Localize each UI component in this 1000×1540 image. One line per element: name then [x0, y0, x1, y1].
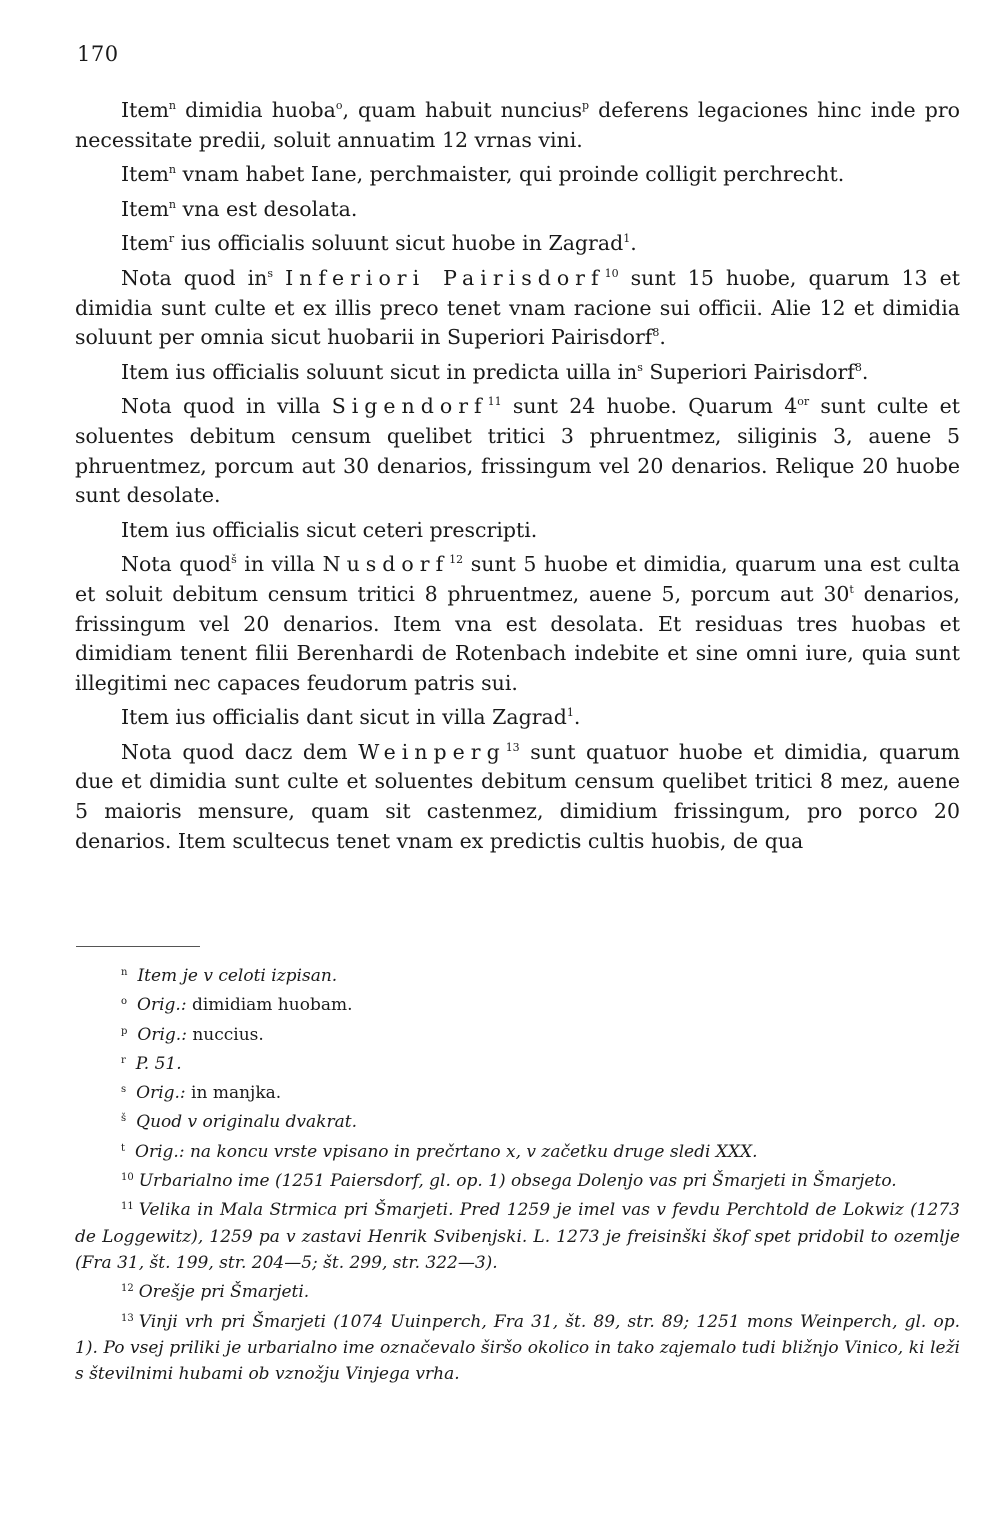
footnote: $^{10}$ Urbarialno ime (1251 Paiersdorf, gl. op. 1) obsega Dolenjo vas pri Šmarjeti in Šmarjeto. [121, 1171, 897, 1192]
paragraph: Item$^r$ ius officialis soluunt sicut huobe in Zagrad$^1$. [121, 231, 637, 256]
paragraph: Item$^n$ dimidia huoba$^o$, quam habuit nuncius$^p$ deferens legaciones hinc inde pro necessitate predii, soluit annuatim 12 vrnas vini. [75, 98, 961, 152]
place-name: Nusdorf [322, 552, 450, 577]
footnote: $^{13}$ Vinji vrh pri Šmarjeti (1074 Uuinperch, Fra 31, št. 89, str. 89; 1251 mons Weinperch, gl. op. 1). Po vsej priliki je urbarialno ime označevalo širšo okolico in tako zajemalo tudi bližnjo Vinico, ki leži s številnimi hubami ob vznožju Vinjega vrha. [75, 1311, 960, 1385]
footnote: $^n$ Item je v celoti izpisan. [121, 966, 338, 986]
footnote: $^t$ Orig.: na koncu vrste vpisano in prečrtano x, v začetku druge sledi XXX. [121, 1141, 758, 1162]
footnote: $^p$ Orig.: nuccius. [121, 1024, 264, 1045]
paragraph: Item ius officialis sicut ceteri prescripti. [121, 517, 538, 542]
footnote: $^o$ Orig.: dimidiam huobam. [121, 995, 353, 1016]
place-name: Weinperg [358, 739, 506, 764]
paragraph: Item$^n$ vnam habet Iane, perchmaister, qui proinde colligit perchrecht. [121, 162, 845, 187]
main-text [75, 96, 960, 861]
page-number: 170 [77, 42, 119, 66]
footnotes [75, 960, 960, 1387]
footnote: $^r$ P. 51. [121, 1053, 182, 1074]
place-name: Inferiori Pairisdorf [285, 265, 605, 290]
footnote: $^s$ Orig.: in manjka. [121, 1083, 282, 1104]
footnote: $^{12}$ Orešje pri Šmarjeti. [121, 1282, 310, 1303]
paragraph: Nota quod $in^s$ Inferiori Pairisdorf$^{10}$ sunt 15 huobe, quarum 13 et dimidia sunt culte et ex illis preco tenet vnam racione sui officii. Alie 12 et dimidia soluunt per omnia sicut huobarii in Superiori Pairisdorf$^8$. [75, 265, 961, 350]
paragraph: Item ius officialis dant sicut in villa Zagrad$^1$. [121, 705, 581, 730]
place-name: Sigendorf [331, 394, 488, 419]
paragraph: Nota quod in villa Sigendorf$^{11}$ sunt 24 huobe. Quarum $4^{or}$ sunt culte et soluentes debitum censum quelibet tritici 3 phruentmez, siliginis 3, auene 5 phruentmez, porcum aut 30 denarios, frissingum vel 20 denarios. Relique 20 huobe sunt desolate. [75, 394, 960, 508]
footnote: $^š$ Quod v originalu dvakrat. [121, 1112, 357, 1133]
paragraph: Item ius officialis soluunt sicut in predicta uilla $in^s$ Superiori Pairisdorf$^8$. [121, 359, 869, 384]
footnote-divider [76, 946, 200, 947]
footnote: $^{11}$ Velika in Mala Strmica pri Šmarjeti. Pred 1259 je imel vas v fevdu Perchtold de Lokwiz (1273 de Loggewitz), 1259 pa v zastavi Henrik Svibenjski. L. 1273 je freisinški škof spet pridobil to ozemlje (Fra 31, št. 199, str. 204—5; št. 299, str. 322—3). [75, 1200, 960, 1273]
paragraph: Nota quod dacz dem Weinperg$^{13}$ sunt quatuor huobe et dimidia, quarum due et dimidia sunt culte et soluentes debitum censum quelibet tritici 8 mez, auene 5 maioris mensure, quam sit castenmez, dimidium frissingum, pro porco 20 denarios. Item scultecus tenet vnam ex predictis cultis huobis, de qua [75, 739, 960, 853]
paragraph: Item$^n$ vna est desolata. [121, 196, 358, 221]
paragraph: Nota quod$^š$ in villa Nusdorf$^{12}$ sunt 5 huobe et dimidia, quarum una est culta et soluit debitum censum tritici 8 phruentmez, auene 5, porcum aut 30$^t$ denarios, frissingum vel 20 denarios. Item vna est desolata. Et residuas tres huobas et dimidiam tenent filii Berenhardi de Rotenbach indebite et sine omni iure, quia sunt illegitimi nec capaces feudorum patris sui. [75, 552, 961, 695]
